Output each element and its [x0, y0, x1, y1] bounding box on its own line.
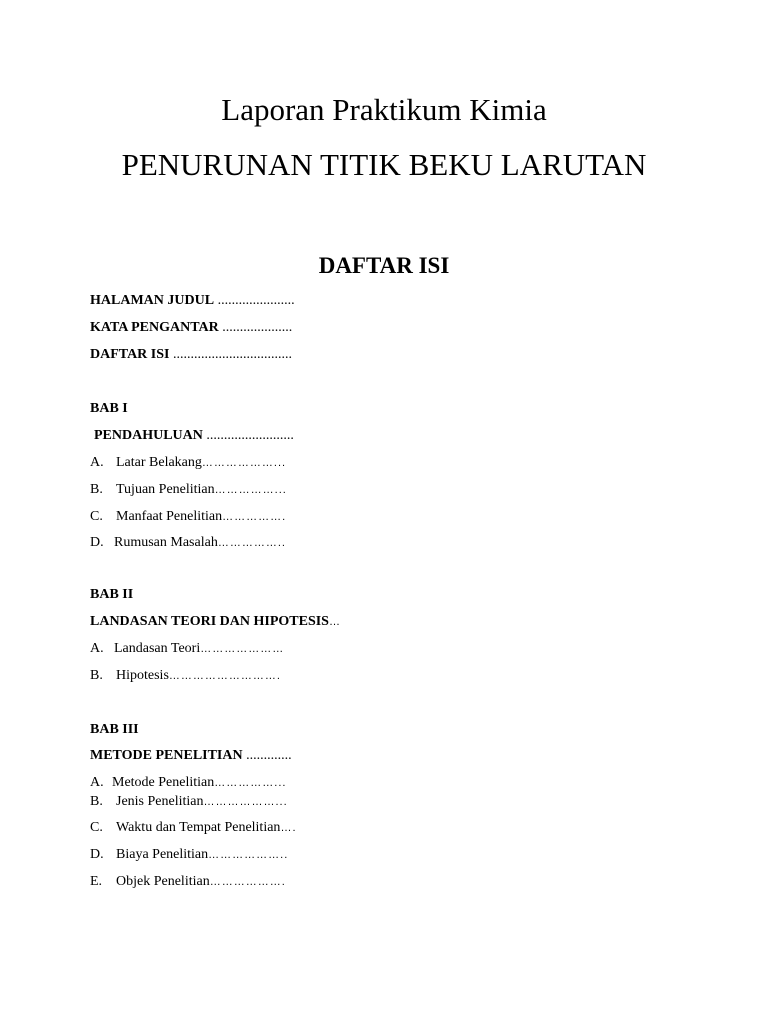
- toc-item-label: Waktu dan Tempat Penelitian: [116, 820, 281, 835]
- toc-item-metode-penelitian: [90, 774, 286, 792]
- list-marker: A.: [90, 455, 104, 470]
- toc-item-label: Biaya Penelitian: [116, 847, 209, 862]
- list-marker: C.: [90, 820, 103, 835]
- toc-entry-dots: .........................: [202, 428, 294, 443]
- toc-item-manfaat-penelitian: [90, 508, 286, 526]
- list-marker: A.: [90, 775, 104, 790]
- toc-item-latar-belakang: [90, 454, 286, 472]
- toc-item-label: Tujuan Penelitian: [116, 482, 215, 497]
- list-marker: C.: [90, 509, 103, 524]
- toc-item-dots: ……………………….: [168, 670, 281, 682]
- toc-item-dots: ….: [280, 822, 297, 834]
- bab1-title: [94, 427, 294, 444]
- toc-item-label: Objek Penelitian: [116, 874, 210, 889]
- toc-item-dots: ……………...: [214, 777, 287, 789]
- document-subtitle: PENURUNAN TITIK BEKU LARUTAN: [121, 147, 647, 182]
- toc-entry-label: HALAMAN JUDUL: [90, 293, 215, 308]
- list-marker: B.: [90, 794, 103, 809]
- bab1-heading: BAB I: [90, 401, 128, 416]
- toc-item-dots: ………………...: [201, 457, 287, 469]
- toc-item-label: Latar Belakang: [116, 455, 202, 470]
- list-marker: A.: [90, 641, 104, 656]
- bab3-title-label: METODE PENELITIAN: [90, 748, 243, 763]
- document-title: Laporan Praktikum Kimia: [221, 92, 547, 127]
- bab3-title: [90, 747, 292, 764]
- list-marker: E.: [90, 874, 103, 889]
- bab2-title-label: LANDASAN TEORI DAN HIPOTESIS: [90, 614, 329, 629]
- toc-item-dots: ……………...: [214, 484, 287, 496]
- list-marker: D.: [90, 847, 104, 862]
- toc-entry-dots: …: [328, 616, 341, 628]
- toc-item-landasan-teori: [90, 640, 284, 658]
- toc-item-rumusan-masalah: [90, 534, 286, 552]
- toc-item-label: Manfaat Penelitian: [116, 509, 223, 524]
- bab3-heading: BAB III: [90, 722, 139, 737]
- list-marker: B.: [90, 482, 103, 497]
- toc-entry-label: KATA PENGANTAR: [90, 320, 219, 335]
- toc-item-label: Landasan Teori: [114, 641, 201, 656]
- toc-entry-dots: .............: [242, 748, 292, 763]
- toc-item-label: Jenis Penelitian: [116, 794, 204, 809]
- toc-entry-halaman-judul: [90, 292, 295, 309]
- list-marker: D.: [90, 535, 104, 550]
- toc-entry-dots: ......................: [214, 293, 295, 308]
- toc-heading: DAFTAR ISI: [318, 253, 450, 278]
- toc-entry-dots: ..................................: [169, 347, 292, 362]
- toc-item-dots: ………………..: [208, 849, 289, 861]
- toc-item-objek-penelitian: [90, 873, 286, 891]
- toc-item-label: Metode Penelitian: [112, 775, 215, 790]
- toc-entry-dots: ....................: [218, 320, 293, 335]
- toc-item-hipotesis: [90, 667, 281, 685]
- toc-item-jenis-penelitian: [90, 793, 288, 811]
- toc-entry-label: DAFTAR ISI: [90, 347, 170, 362]
- toc-item-dots: ………………...: [203, 796, 288, 808]
- toc-item-label: Hipotesis: [116, 668, 169, 683]
- toc-item-biaya-penelitian: [90, 846, 288, 864]
- toc-item-tujuan-penelitian: [90, 481, 287, 499]
- toc-item-dots: ……………..: [217, 537, 286, 549]
- list-marker: B.: [90, 668, 103, 683]
- toc-entry-daftar-isi: [90, 346, 292, 363]
- toc-item-label: Rumusan Masalah: [114, 535, 218, 550]
- toc-item-waktu-tempat-penelitian: [90, 819, 297, 837]
- toc-entry-kata-pengantar: [90, 319, 292, 336]
- bab1-title-label: PENDAHULUAN: [94, 428, 203, 443]
- bab2-heading: BAB II: [90, 587, 134, 602]
- toc-item-dots: …………….: [222, 511, 287, 523]
- bab2-title: [90, 613, 341, 631]
- toc-item-dots: …………………: [200, 643, 285, 655]
- toc-item-dots: ……………….: [209, 876, 286, 888]
